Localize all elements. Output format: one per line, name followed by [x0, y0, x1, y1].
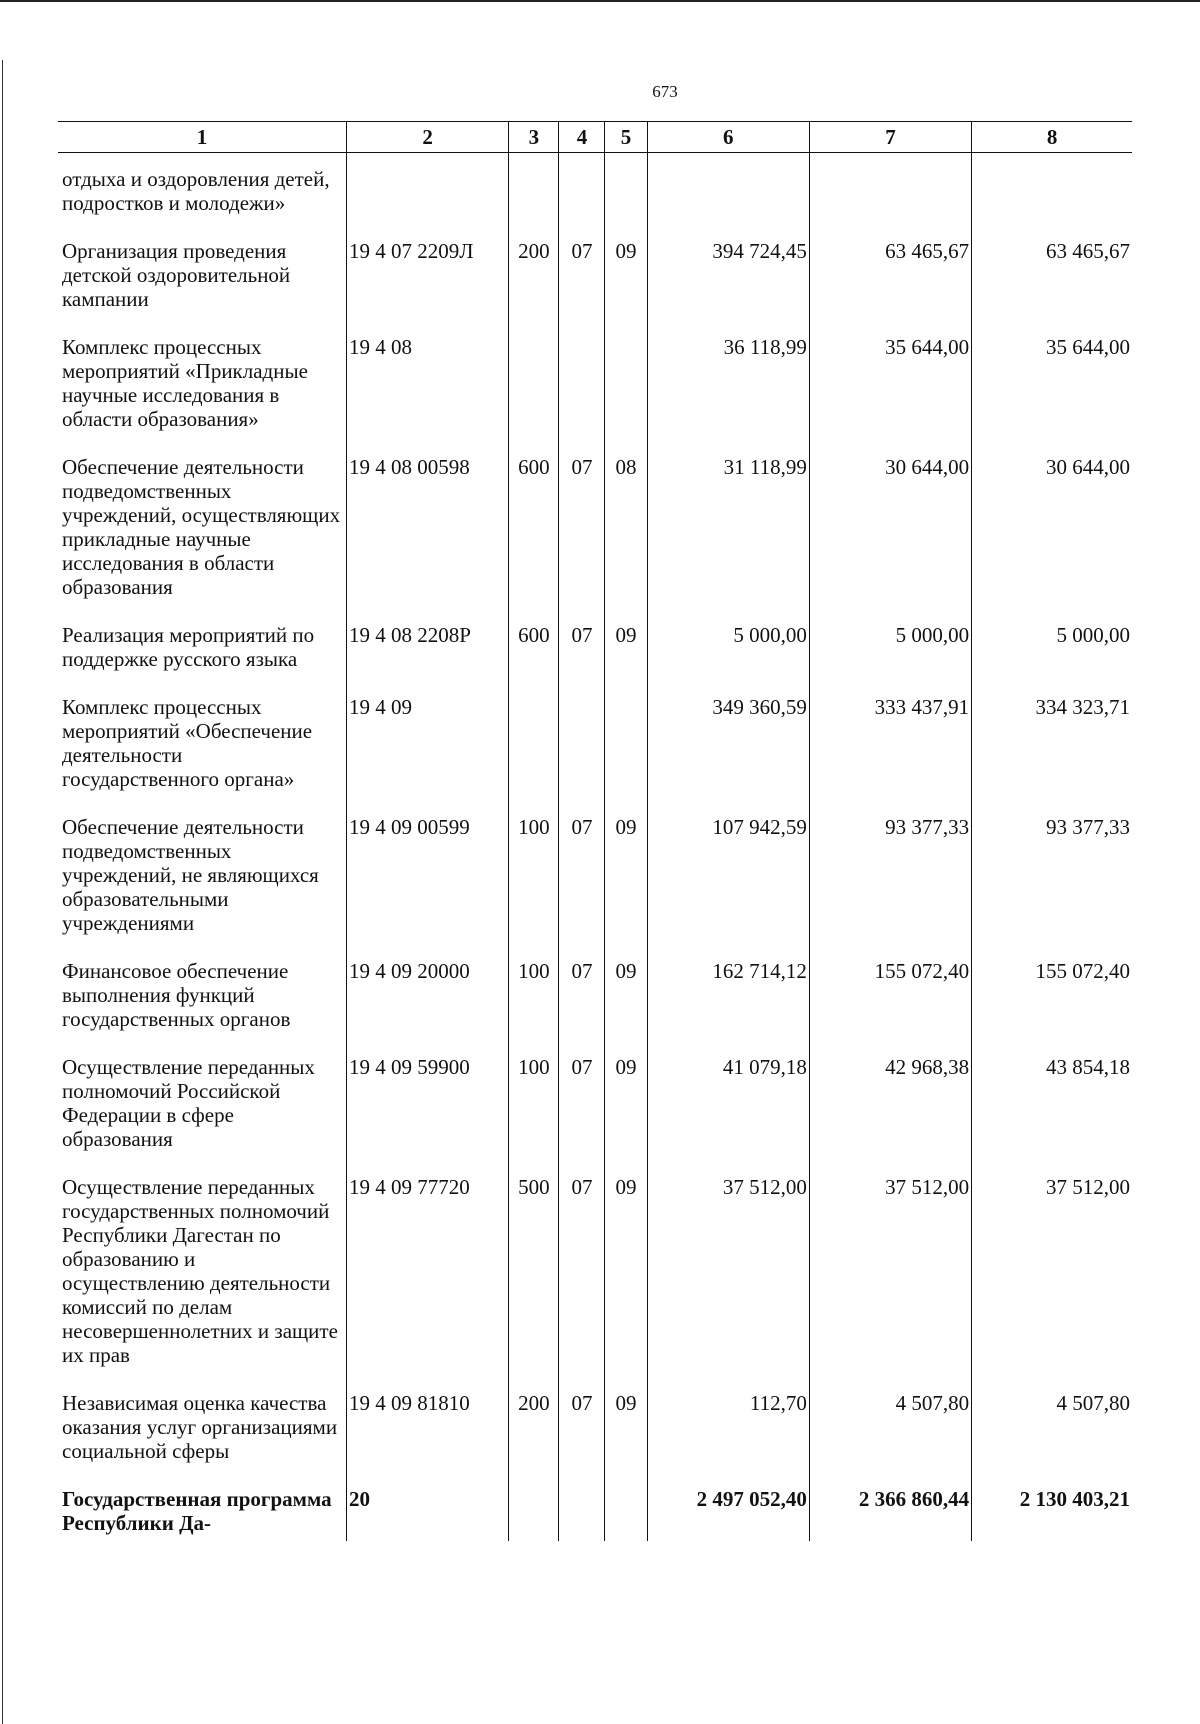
table-row-program-total: [58, 1483, 1132, 1541]
column-header: 5: [605, 122, 647, 153]
item-col5: 09: [605, 811, 647, 955]
item-name: отдыха и оздоровления детей, подростков и молодежи»: [62, 167, 330, 215]
item-col5: 09: [605, 235, 647, 331]
item-col3: [509, 691, 559, 811]
table-row: [58, 1051, 1132, 1171]
item-col5: [605, 331, 647, 451]
budget-table: [58, 121, 1132, 1541]
item-value-8: 43 854,18: [972, 1051, 1132, 1171]
column-header: 4: [559, 122, 605, 153]
item-value-6: 162 714,12: [647, 955, 809, 1051]
table-row: [58, 235, 1132, 331]
item-value-6: 36 118,99: [647, 331, 809, 451]
item-col4: [559, 153, 605, 236]
item-col5: 09: [605, 1387, 647, 1483]
item-value-8: 93 377,33: [972, 811, 1132, 955]
item-col4: [559, 331, 605, 451]
item-value-8: 4 507,80: [972, 1387, 1132, 1483]
item-col5: 09: [605, 619, 647, 691]
item-value-7: [809, 153, 971, 236]
item-col3: 200: [509, 235, 559, 331]
item-col3: 200: [509, 1387, 559, 1483]
item-name: Государственная программа Республики Да-: [62, 1487, 332, 1535]
item-col4: [559, 691, 605, 811]
item-value-7: 37 512,00: [809, 1171, 971, 1387]
item-name: Организация проведения детской оздоровительной кампании: [62, 239, 291, 311]
item-value-7: 333 437,91: [809, 691, 971, 811]
item-value-8: 30 644,00: [972, 451, 1132, 619]
item-name: Обеспечение деятельности подведомственных учреждений, осуществляющих прикладные научные исследования в области образования: [62, 455, 341, 599]
item-value-6: [647, 153, 809, 236]
item-name: Осуществление переданных государственных полномочий Республики Дагестан по образованию и осуществлению деятельности комиссий по делам несовершеннолетних и защите их прав: [62, 1175, 338, 1367]
scan-border-top: [0, 0, 1200, 2]
item-col4: [559, 1483, 605, 1541]
item-col5: 09: [605, 955, 647, 1051]
item-col5: 09: [605, 1171, 647, 1387]
item-col4: 07: [559, 619, 605, 691]
page-number: 673: [652, 82, 678, 101]
item-name: Обеспечение деятельности подведомственных учреждений, не являющихся образовательными учреждениями: [62, 815, 319, 935]
item-col3: [509, 153, 559, 236]
table-row: [58, 1387, 1132, 1483]
item-value-8: 63 465,67: [972, 235, 1132, 331]
item-name: Осуществление переданных полномочий Российской Федерации в сфере образования: [62, 1055, 315, 1151]
item-code: [347, 153, 509, 236]
item-name: Независимая оценка качества оказания услуг организациями социальной сферы: [62, 1391, 338, 1463]
item-col4: 07: [559, 1387, 605, 1483]
item-col5: [605, 691, 647, 811]
item-col3: [509, 1483, 559, 1541]
table-row: [58, 811, 1132, 955]
table-row: [58, 153, 1132, 236]
item-col5: [605, 1483, 647, 1541]
item-value-6: 31 118,99: [647, 451, 809, 619]
item-value-6: 41 079,18: [647, 1051, 809, 1171]
item-value-7: 155 072,40: [809, 955, 971, 1051]
item-value-7: 35 644,00: [809, 331, 971, 451]
item-name: Комплекс процессных мероприятий «Прикладные научные исследования в области образования»: [62, 335, 308, 431]
item-col3: 100: [509, 1051, 559, 1171]
item-code: 19 4 09: [347, 691, 509, 811]
item-col3: 500: [509, 1171, 559, 1387]
item-col5: 09: [605, 1051, 647, 1171]
table-row: [58, 331, 1132, 451]
table-row: [58, 691, 1132, 811]
item-code: 19 4 07 2209Л: [347, 235, 509, 331]
item-code: 19 4 08 00598: [347, 451, 509, 619]
item-col5: 08: [605, 451, 647, 619]
column-header: 3: [509, 122, 559, 153]
column-header: 7: [809, 122, 971, 153]
item-code: 19 4 09 00599: [347, 811, 509, 955]
item-value-6: 349 360,59: [647, 691, 809, 811]
item-col3: 100: [509, 811, 559, 955]
item-value-8: 35 644,00: [972, 331, 1132, 451]
table-row: [58, 451, 1132, 619]
scan-border-left: [2, 60, 3, 1724]
item-col4: 07: [559, 811, 605, 955]
item-value-6: 394 724,45: [647, 235, 809, 331]
item-col4: 07: [559, 1171, 605, 1387]
item-value-7: 42 968,38: [809, 1051, 971, 1171]
item-col4: 07: [559, 235, 605, 331]
column-header: 6: [647, 122, 809, 153]
item-value-8: 37 512,00: [972, 1171, 1132, 1387]
item-value-8: 334 323,71: [972, 691, 1132, 811]
item-value-6: 37 512,00: [647, 1171, 809, 1387]
item-col3: 100: [509, 955, 559, 1051]
item-name: Комплекс процессных мероприятий «Обеспечение деятельности государственного органа»: [62, 695, 313, 791]
item-value-8: 2 130 403,21: [972, 1483, 1132, 1541]
column-header: 2: [347, 122, 509, 153]
table-row: [58, 619, 1132, 691]
item-code: 19 4 09 81810: [347, 1387, 509, 1483]
item-value-8: 155 072,40: [972, 955, 1132, 1051]
item-value-8: 5 000,00: [972, 619, 1132, 691]
item-col4: 07: [559, 451, 605, 619]
item-value-7: 2 366 860,44: [809, 1483, 971, 1541]
item-value-6: 107 942,59: [647, 811, 809, 955]
column-header: 8: [972, 122, 1132, 153]
item-value-6: 112,70: [647, 1387, 809, 1483]
item-value-7: 63 465,67: [809, 235, 971, 331]
item-value-7: 93 377,33: [809, 811, 971, 955]
item-value-7: 4 507,80: [809, 1387, 971, 1483]
item-code: 19 4 09 77720: [347, 1171, 509, 1387]
table-row: [58, 955, 1132, 1051]
table-row: [58, 1171, 1132, 1387]
item-code: 20: [347, 1483, 509, 1541]
item-code: 19 4 08: [347, 331, 509, 451]
table-header-row: [58, 122, 1132, 153]
item-col3: 600: [509, 619, 559, 691]
item-col4: 07: [559, 1051, 605, 1171]
item-name: Финансовое обеспечение выполнения функций государственных органов: [62, 959, 291, 1031]
item-col3: 600: [509, 451, 559, 619]
item-col4: 07: [559, 955, 605, 1051]
item-value-7: 5 000,00: [809, 619, 971, 691]
item-code: 19 4 08 2208Р: [347, 619, 509, 691]
item-value-6: 5 000,00: [647, 619, 809, 691]
item-value-8: [972, 153, 1132, 236]
item-value-7: 30 644,00: [809, 451, 971, 619]
item-name: Реализация мероприятий по поддержке русского языка: [62, 623, 315, 671]
column-header: 1: [58, 122, 347, 153]
item-col5: [605, 153, 647, 236]
item-value-6: 2 497 052,40: [647, 1483, 809, 1541]
item-code: 19 4 09 20000: [347, 955, 509, 1051]
item-col3: [509, 331, 559, 451]
item-code: 19 4 09 59900: [347, 1051, 509, 1171]
